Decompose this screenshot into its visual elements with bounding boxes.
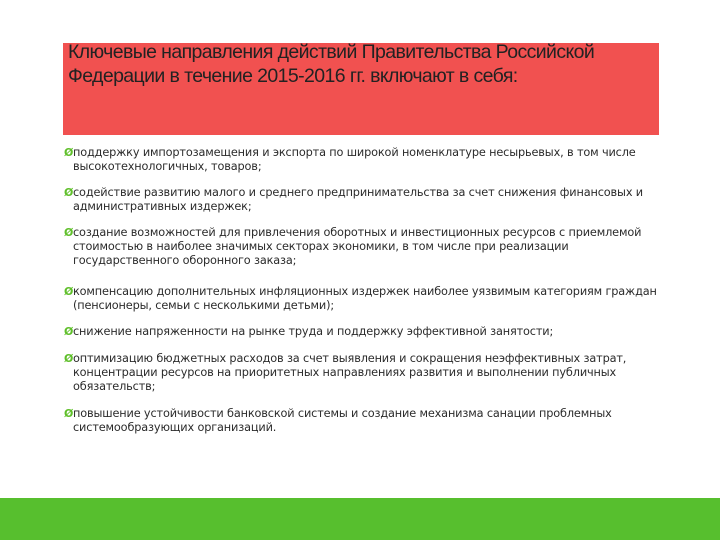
list-item-text: оптимизацию бюджетных расходов за счет выявления и сокращения неэффективных затрат, концентрации ресурсов на приоритетных направлениях развития и выполнении публичных обязательств; bbox=[73, 352, 627, 393]
list-item bbox=[64, 352, 673, 394]
list-item-text: повышение устойчивости банковской системы и создание механизма санации проблемных системообразующих организаций. bbox=[73, 407, 612, 434]
list-item-text: компенсацию дополнительных инфляционных издержек наиболее уязвимым категориям граждан (пенсионеры, семьи с несколькими детьми); bbox=[73, 285, 657, 312]
list-item-text: содействие развитию малого и среднего предпринимательства за счет снижения финансовых и административных издержек; bbox=[73, 186, 643, 213]
arrow-right-icon: Ø bbox=[64, 325, 74, 338]
list-item bbox=[64, 186, 673, 214]
list-item bbox=[64, 407, 673, 435]
list-item bbox=[64, 285, 673, 313]
arrow-right-icon: Ø bbox=[64, 352, 74, 365]
list-item bbox=[64, 325, 673, 339]
list-item-text: поддержку импортозамещения и экспорта по широкой номенклатуре несырьевых, в том числе высокотехнологичных, товаров; bbox=[73, 146, 636, 173]
footer-bar bbox=[0, 498, 720, 540]
arrow-right-icon: Ø bbox=[64, 226, 74, 239]
arrow-right-icon: Ø bbox=[64, 186, 74, 199]
list-item-text: создание возможностей для привлечения оборотных и инвестиционных ресурсов с приемлемой стоимостью в наиболее значимых секторах экономики, в том числе при реализации государственного оборонного заказа; bbox=[73, 226, 642, 267]
list-item bbox=[64, 146, 673, 174]
arrow-right-icon: Ø bbox=[64, 285, 74, 298]
slide-title: Ключевые направления действий Правительства Российской Федерации в течение 2015-2016 гг. включают в себя: bbox=[68, 41, 595, 87]
arrow-right-icon: Ø bbox=[64, 407, 74, 420]
list-item-text: снижение напряженности на рынке труда и поддержку эффективной занятости; bbox=[73, 325, 554, 338]
list-item bbox=[64, 226, 673, 268]
arrow-right-icon: Ø bbox=[64, 146, 74, 159]
